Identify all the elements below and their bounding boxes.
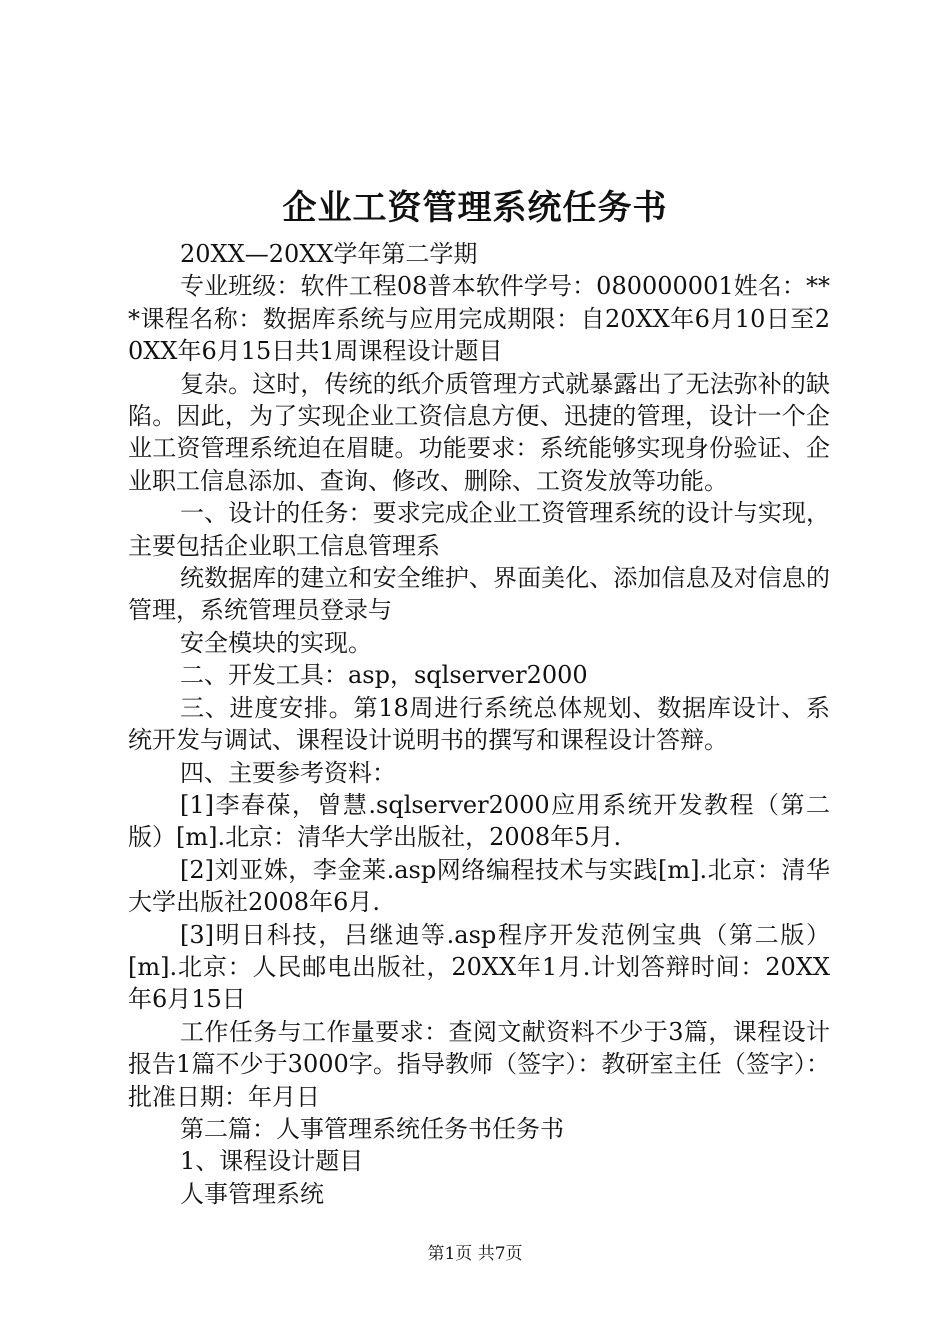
paragraph-semester: 20XX—20XX学年第二学期	[180, 240, 478, 268]
paragraph-references-heading: 四、主要参考资料：	[180, 758, 396, 787]
page-number-footer: 第1页 共7页	[427, 1244, 523, 1264]
paragraph-course-topic-heading: 1、课程设计题目	[180, 1147, 364, 1176]
document-body	[128, 238, 830, 1210]
paragraph-design-task: 一、设计的任务：要求完成企业工资管理系统的设计与实现，主要包括企业职工信息管理系	[128, 499, 830, 560]
paragraph-background: 复杂。这时，传统的纸介质管理方式就暴露出了无法弥补的缺陷。因此，为了实现企业工资信息方便、迅捷的管理，设计一个企业工资管理系统迫在眉睫。功能要求：系统能够实现身份验证、企业职工信息添加、查询、修改、删除、工资发放等功能。	[128, 369, 830, 495]
paragraph-course-info: 专业班级：软件工程08普本软件学号：080000001姓名：***课程名称：数据库系统与应用完成期限：自20XX年6月10日至20XX年6月15日共1周课程设计题目	[128, 272, 830, 366]
reference-item: [2]刘亚姝，李金莱.asp网络编程技术与实践[m].北京：清华大学出版社2008年6月.	[128, 855, 830, 917]
paragraph-security-module: 安全模块的实现。	[180, 628, 372, 657]
paragraph-schedule: 三、进度安排。第18周进行系统总体规划、数据库设计、系统开发与调试、课程设计说明书的撰写和课程设计答辩。	[128, 693, 830, 755]
paragraph-dev-tools: 二、开发工具：asp，sqlserver2000	[180, 661, 588, 690]
paragraph-workload: 工作任务与工作量要求：查阅文献资料不少于3篇，课程设计报告1篇不少于3000字。指导教师（签字）：教研室主任（签字）：批准日期：年月日	[128, 1017, 830, 1111]
paragraph-course-topic: 人事管理系统	[180, 1179, 324, 1208]
paragraph-part-two-heading: 第二篇：人事管理系统任务书任务书	[180, 1114, 564, 1143]
document-title: 企业工资管理系统任务书	[282, 188, 668, 228]
reference-item: [3]明日科技，吕继迪等.asp程序开发范例宝典（第二版）[m].北京：人民邮电出版社，20XX年1月.计划答辩时间：20XX年6月15日	[128, 920, 830, 1014]
reference-item: [1]李春葆，曾慧.sqlserver2000应用系统开发教程（第二版）[m].北京：清华大学出版社，2008年5月.	[128, 790, 830, 852]
paragraph-design-task-cont: 统数据库的建立和安全维护、界面美化、添加信息及对信息的管理，系统管理员登录与	[128, 564, 830, 625]
